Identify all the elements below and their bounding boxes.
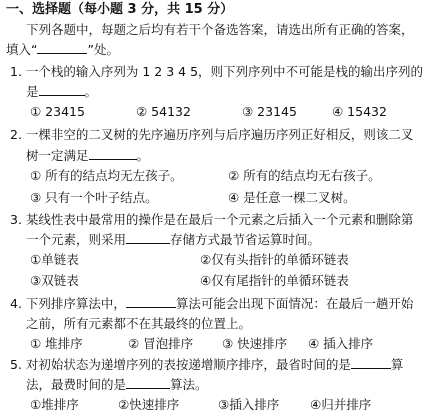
answer-blank	[39, 95, 85, 96]
question-2-suffix: 。	[136, 148, 150, 163]
question-4-option-2: ② 冒泡排序	[128, 336, 194, 351]
question-3-option-2: ②仅有头指针的单循环链表	[200, 252, 349, 267]
instruction-line-2	[6, 42, 119, 58]
question-4-option-1: ① 堆排序	[30, 336, 83, 351]
question-4-prefix: 4. 下列排序算法中，	[10, 296, 126, 311]
question-3-option-3: ③双链表	[30, 273, 79, 288]
question-5-option-4: ④归并排序	[310, 397, 372, 412]
question-3-suffix: 存储方式最节省运算时间。	[170, 232, 321, 247]
question-5-line-2	[26, 377, 208, 393]
question-2-option-2: ② 所有的结点均无右孩子。	[228, 168, 381, 183]
question-5-option-1: ①堆排序	[30, 397, 79, 412]
question-1-option-3: ③ 23145	[242, 104, 297, 119]
question-1-option-1: ① 23415	[30, 104, 85, 119]
question-3-option-4: ④仅有尾指针的单循环链表	[200, 273, 349, 288]
question-2-option-1: ① 所有的结点均无左孩子。	[30, 168, 183, 183]
question-2-line-1: 2. 一棵非空的二叉树的先序遍历序列与后序遍历序列正好相反，则该二叉	[10, 127, 414, 142]
question-1-prefix: 是	[26, 84, 39, 99]
answer-blank	[126, 307, 176, 308]
answer-blank	[126, 388, 170, 389]
answer-blank	[37, 53, 87, 54]
question-4-option-4: ④ 插入排序	[308, 336, 374, 351]
question-1-option-2: ② 54132	[136, 104, 191, 119]
instruction-suffix: ”处。	[87, 42, 119, 57]
question-5-suffix-2: 算法。	[170, 377, 208, 392]
question-1-line-1: 1. 一个栈的输入序列为 1 2 3 4 5，则下列序列中不可能是栈的输出序列的	[10, 64, 424, 79]
question-1-line-2	[26, 84, 97, 100]
question-5-prefix: 5. 对初始状态为递增序列的表按递增顺序排序，最省时间的是	[10, 357, 351, 372]
question-5-option-3: ③插入排序	[218, 397, 280, 412]
question-5-option-2: ②快速排序	[118, 397, 180, 412]
question-2-option-3: ③ 只有一个叶子结点。	[30, 190, 158, 205]
question-4-suffix: 算法可能会出现下面情况：在最后一趟开始	[175, 296, 414, 311]
question-5-line-1	[10, 357, 403, 373]
question-4-option-3: ③ 快速排序	[222, 336, 288, 351]
answer-blank	[89, 159, 137, 160]
question-3-option-1: ①单链表	[30, 252, 79, 267]
question-1-option-4: ④ 15432	[332, 104, 387, 119]
question-4-line-2: 之前，所有元素都不在其最终的位置上。	[26, 316, 252, 331]
instruction-prefix: 填入“	[6, 42, 38, 57]
section-heading: 一、选择题（每小题 3 分，共 15 分）	[6, 2, 234, 17]
answer-blank	[126, 243, 170, 244]
question-2-option-4: ④ 是任意一棵二叉树。	[228, 190, 356, 205]
question-4-line-1	[10, 296, 413, 312]
question-1-suffix: 。	[84, 84, 98, 99]
question-3-line-2	[26, 232, 320, 248]
instruction-line-1: 下列各题中，每题之后均有若干个备选答案，请选出所有正确的答案，	[26, 22, 414, 37]
question-5-suffix: 算	[390, 357, 404, 372]
question-2-line-2	[26, 148, 149, 164]
question-3-prefix: 一个元素，则采用	[26, 232, 127, 247]
question-5-prefix-2: 法，最费时间的是	[26, 377, 127, 392]
question-2-prefix: 树一定满足	[26, 148, 89, 163]
question-3-line-1: 3. 某线性表中最常用的操作是在最后一个元素之后插入一个元素和删除第	[10, 212, 414, 227]
answer-blank	[351, 368, 391, 369]
